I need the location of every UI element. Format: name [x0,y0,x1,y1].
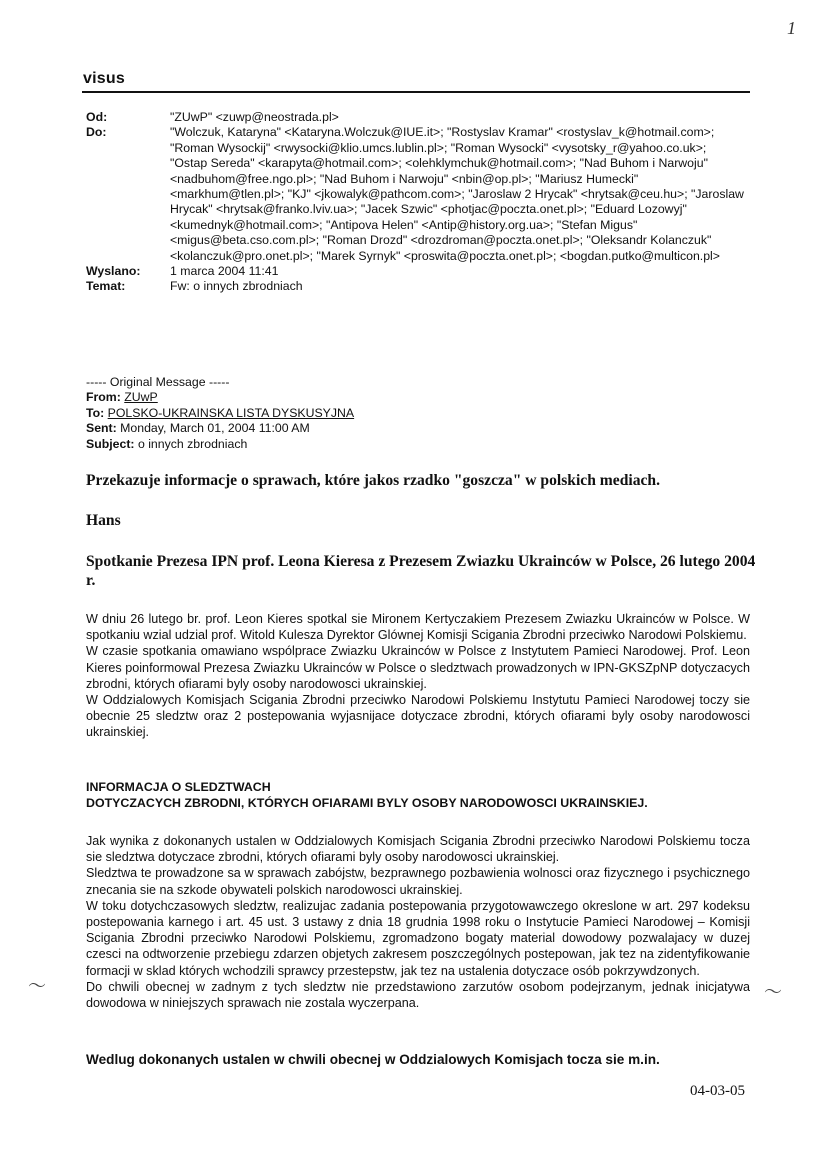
original-subject-value: o innych zbrodniach [137,436,248,451]
section-title-line-1: INFORMACJA O SLEDZTWACH [86,780,271,794]
last-line: Wedlug dokonanych ustalen w chwili obecnej w Oddzialowych Komisjach tocza sie m.in. [86,1052,660,1067]
from-value: "ZUwP" <zuwp@neostrada.pl> [170,110,339,124]
meeting-paragraphs [86,611,750,741]
to-label: Do: [86,125,107,140]
section-title-line-2: DOTYCZACYCH ZBRODNI, KTÓRYCH OFIARAMI BYLY OSOBY NARODOWOSCI UKRAINSKIEJ. [86,796,648,810]
paragraph-6: W toku dotychczasowych sledztw, realizujac zadania postepowania przygotowawczego okreslone w art. 297 kodeksu postepowania karnego i art. 45 ust. 3 ustawy z dnia 18 grudnia 1998 roku o Instytucie Pamieci Narodowej – Komisji Scigania Zbrodni przeciwko Narodowi Polskiemu, zgromadzono bogaty material dowodowy pozwalajacy w duzej czesci na odtworzenie przebiegu zdarzen objetych zakresem poszczególnych postepowan, jak tez na zidentyfikowanie formacji w sklad których wchodzili sprawcy przestepstw, jak tez na ustalenia dotyczace osób pokrzywdzonych. [86,898,750,978]
original-sent-label: Sent: [86,421,117,436]
original-subject [86,437,746,452]
paragraph-5: Sledztwa te prowadzone sa w sprawach zabójstw, bezprawnego pozbawienia wolnosci oraz fizycznego i psychicznego znecania sie na szkode obywateli polskich narodowosci ukrainskiej. [86,866,750,897]
original-to-label: To: [86,405,105,420]
page-date: 04-03-05 [690,1083,745,1099]
paragraph-2: W czasie spotkania omawiano wspólprace Zwiazku Ukrainców w Polsce z Instytutem Pamieci Narodowej. Prof. Leon Kieres poinformowal Prezesa Zwiazku Ukrainców w Polsce o sledztwach prowadzonych w IPN-GKSZpNP dotyczacych zbrodni, których ofiarami byly osoby narodowosci ukrainskiej. [86,644,750,691]
section-title [86,779,756,811]
sent-row [86,264,746,279]
signature: Hans [86,512,121,529]
page-number: 1 [787,18,796,38]
original-sent-value: Monday, March 01, 2004 11:00 AM [120,421,310,436]
original-divider: ----- Original Message ----- [86,375,230,389]
original-sent [86,421,746,436]
subject-value: Fw: o innych zbrodniach [170,279,303,294]
paragraph-1: W dniu 26 lutego br. prof. Leon Kieres spotkal sie Mironem Kertyczakiem Prezesem Zwiazku Ukrainców w Polsce. W spotkaniu wzial udzial prof. Witold Kulesza Dyrektor Glównej Komisji Scigania Zbrodni przeciwko Narodowi Polskiemu. [86,612,750,643]
to-value: "Wolczuk, Kataryna" <Kataryna.Wolczuk@IUE.it>; "Rostyslav Kramar" <rostyslav_k@hotmail.com>; "Roman Wysockij" <rwysocki@klio.umcs.lublin.pl>; "Roman Wysocki" <vysotsky_r@yahoo.co.uk>; "Ostap Sereda" <karapyta@hotmail.com>; <olehklymchuk@hotmail.com>; "Nad Buhom i Narwoju" <nadbuhom@free.ngo.pl>; "Nad Buhom i Narwoju" <nbin@op.pl>; "Mariusz Humecki" <markhum@tlen.pl>; "KJ" <jkowalyk@pathcom.com>; "Jaroslaw 2 Hrycak" <hrytsak@ceu.hu>; "Jaroslaw Hrycak" <hrytsak@franko.lviv.ua>; "Jacek Szwic" <photjac@poczta.onet.pl>; "Eduard Lozowyj" <kumednyk@hotmail.com>; "Antipova Helen" <Antip@history.org.ua>; "Stefan Migus" <migus@beta.cso.com.pl>; "Roman Drozd" <drozdroman@poczta.onet.pl>; "Oleksandr Kolanczuk" <kolanczuk@pro.onet.pl>; "Marek Syrnyk" <proswita@poczta.onet.pl>; <bogdan.putko@multicon.pl> [170,125,744,263]
original-from-label: From: [86,390,121,405]
margin-mark-right: 〜 [764,982,782,1002]
paragraph-7: Do chwili obecnej w zadnym z tych sledztw nie przedstawiono zarzutów osobom podejrzanym, jednak inicjatywa dowodowa w niniejszych sprawach nie zostala wyczerpana. [86,979,750,1011]
investigation-paragraphs [86,833,750,1011]
margin-mark-left: 〜 [28,976,46,996]
meeting-title: Spotkanie Prezesa IPN prof. Leona Kieresa z Prezesem Zwiazku Ukrainców w Polsce, 26 lutego 2004 r. [86,553,756,589]
sent-value: 1 marca 2004 11:41 [170,264,279,279]
original-message [86,375,746,452]
original-to-link[interactable]: POLSKO-UKRAINSKA LISTA DYSKUSYJNA [107,405,355,420]
original-from [86,390,746,405]
email-header [86,110,746,295]
paragraph-4: Jak wynika z dokonanych ustalen w Oddzialowych Komisjach Scigania Zbrodni przeciwko Narodowi Polskiemu tocza sie sledztwa dotyczace zbrodni, których ofiarami byly osoby narodowosci ukrainskiej. [86,834,750,865]
intro-text: Przekazuje informacje o sprawach, które jakos rzadko "goszcza" w polskich mediach. [86,472,660,489]
from-row [86,110,746,125]
subject-label: Temat: [86,279,126,294]
header-rule [82,91,750,93]
subject-row [86,279,746,294]
original-subject-label: Subject: [86,436,135,451]
paragraph-3: W Oddzialowych Komisjach Scigania Zbrodni przeciwko Narodowi Polskiemu Instytutu Pamieci Narodowej toczy sie obecnie 25 sledztw oraz 2 postepowania wyjasnijace dotyczace zbrodni, których ofiarami byly osoby narodowosci ukrainskiej. [86,693,750,740]
original-to [86,406,746,421]
original-from-link[interactable]: ZUwP [124,390,158,405]
sent-label: Wyslano: [86,264,141,279]
to-row [86,125,746,264]
brand-logo: visus [83,70,125,87]
from-label: Od: [86,110,108,124]
